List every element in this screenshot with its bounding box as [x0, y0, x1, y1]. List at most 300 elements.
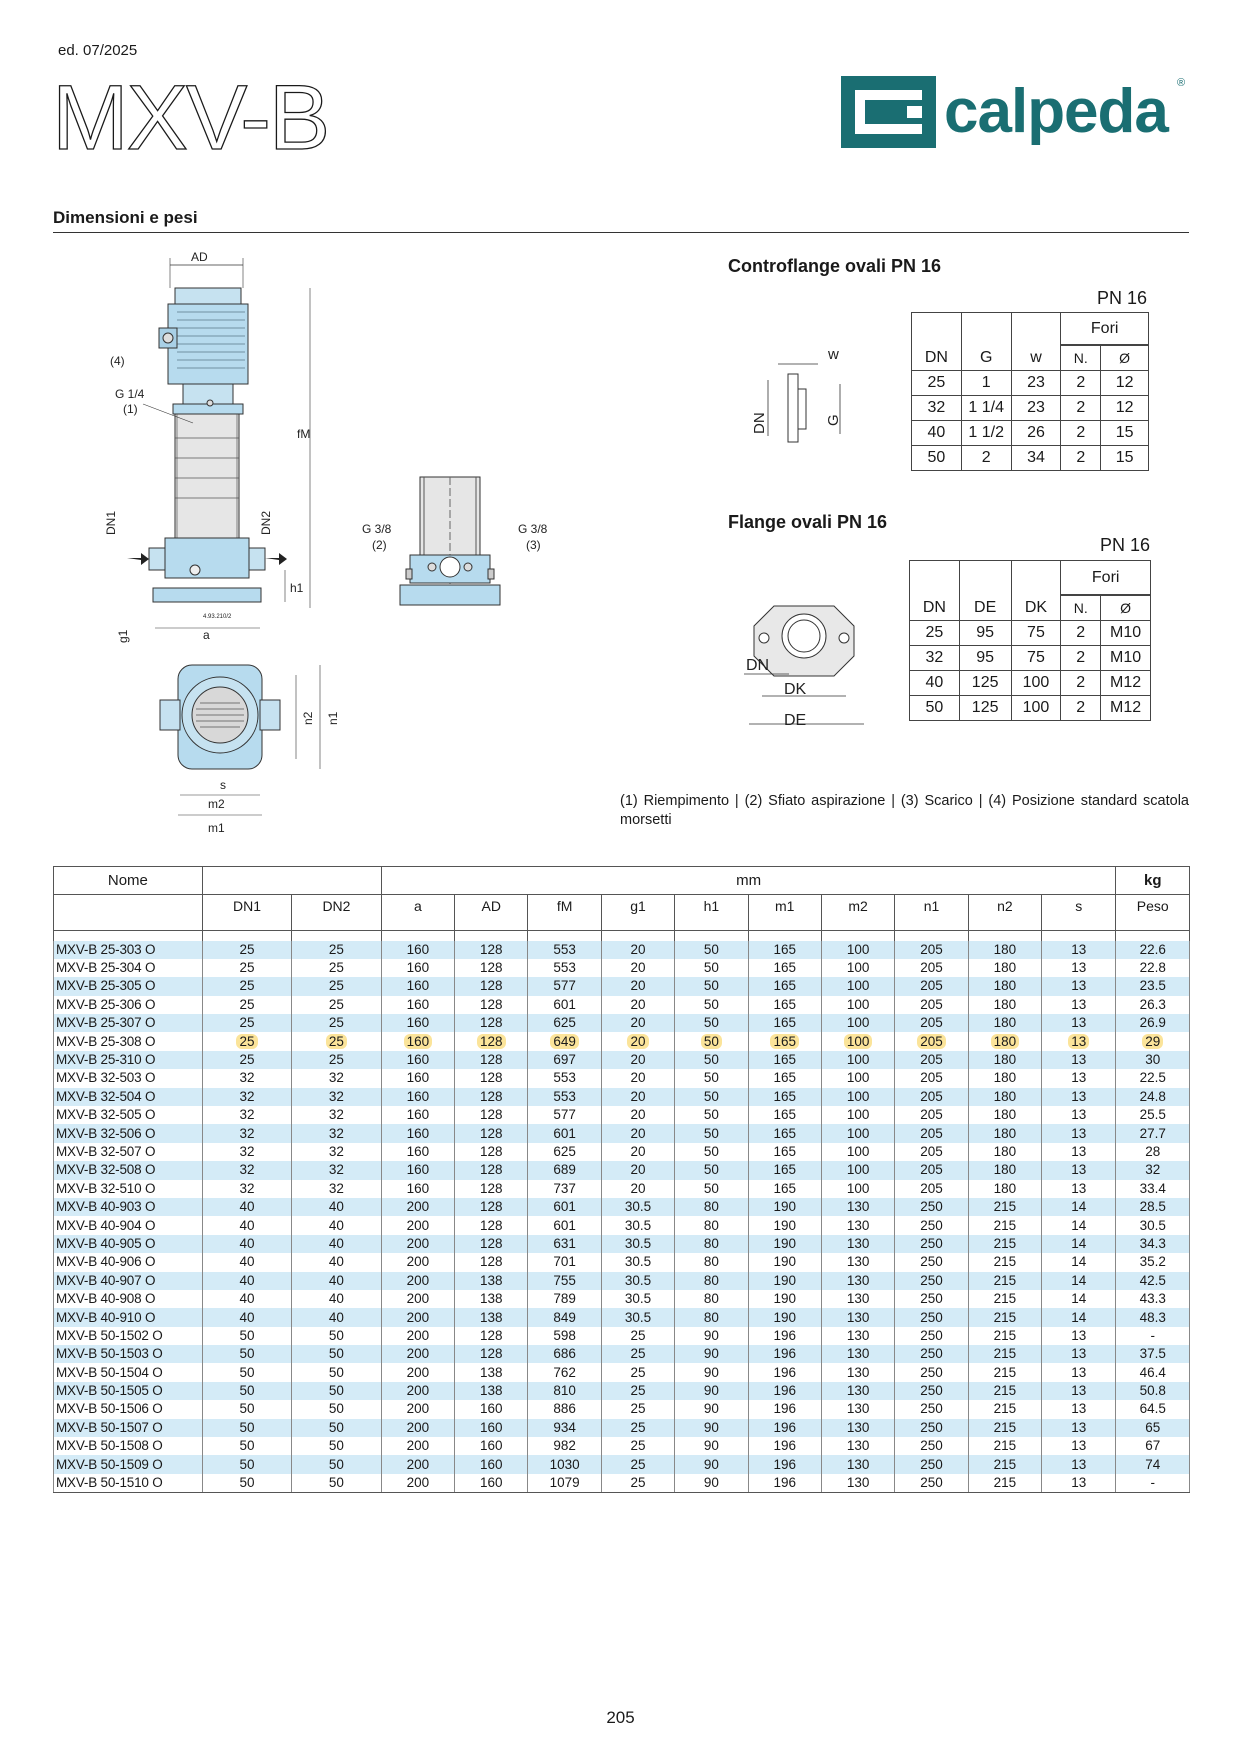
- table-cell: 13: [1042, 1437, 1116, 1455]
- dim-m1-label: m1: [208, 821, 225, 835]
- table-cell: 689: [528, 1161, 601, 1179]
- table-cell: 165: [748, 1088, 821, 1106]
- table-cell: 180: [968, 1143, 1041, 1161]
- table-row: [54, 959, 1190, 977]
- table-row: [54, 996, 1190, 1014]
- table-cell: 25: [202, 941, 291, 959]
- table-row: [54, 1290, 1190, 1308]
- table-cell: 50.8: [1116, 1382, 1190, 1400]
- table-row: [910, 671, 1151, 696]
- model-name-cell: MXV-B 32-505 O: [54, 1106, 203, 1124]
- table-cell: -: [1116, 1327, 1190, 1345]
- table-cell: 200: [381, 1437, 454, 1455]
- table-cell: 200: [381, 1345, 454, 1363]
- table-row: [54, 977, 1190, 995]
- table-cell: 50: [912, 446, 962, 471]
- table-row: [54, 1032, 1190, 1050]
- table-cell: 28: [1116, 1143, 1190, 1161]
- table-cell: 15: [1101, 421, 1149, 446]
- table-cell: 30.5: [601, 1216, 674, 1234]
- table-cell: 100: [821, 1032, 894, 1050]
- table-cell: 165: [748, 1106, 821, 1124]
- table-cell: 40: [292, 1290, 381, 1308]
- table-cell: 40: [202, 1198, 291, 1216]
- table-cell: 32: [912, 396, 962, 421]
- table-cell: 130: [821, 1419, 894, 1437]
- column-header: AD: [455, 895, 528, 931]
- table-cell: 100: [821, 941, 894, 959]
- calpeda-logo: [841, 74, 1189, 150]
- table-cell: 2: [1061, 396, 1101, 421]
- table-cell: 130: [821, 1235, 894, 1253]
- cf-w-label: w: [828, 346, 839, 363]
- table-cell: 130: [821, 1345, 894, 1363]
- table-cell: 32: [202, 1124, 291, 1142]
- table-cell: 205: [895, 1180, 968, 1198]
- table-cell: 200: [381, 1327, 454, 1345]
- table-cell: 32: [202, 1161, 291, 1179]
- model-name-cell: MXV-B 40-910 O: [54, 1308, 203, 1326]
- table-cell: 598: [528, 1327, 601, 1345]
- table-cell: 50: [675, 1143, 748, 1161]
- table-cell: 50: [202, 1345, 291, 1363]
- table-cell: 13: [1042, 1345, 1116, 1363]
- table-cell: 755: [528, 1272, 601, 1290]
- table-cell: 29: [1116, 1032, 1190, 1050]
- table-cell: 20: [601, 1051, 674, 1069]
- table-cell: 50: [292, 1400, 381, 1418]
- table-cell: 13: [1042, 1474, 1116, 1493]
- table-cell: 32: [202, 1088, 291, 1106]
- table-cell: 553: [528, 941, 601, 959]
- model-name-cell: MXV-B 40-907 O: [54, 1272, 203, 1290]
- model-name-cell: MXV-B 25-305 O: [54, 977, 203, 995]
- model-name-cell: MXV-B 25-307 O: [54, 1014, 203, 1032]
- table-cell: 42.5: [1116, 1272, 1190, 1290]
- table-cell: 1: [961, 371, 1011, 396]
- table-cell: 50: [292, 1363, 381, 1381]
- table-cell: 250: [895, 1290, 968, 1308]
- table-cell: 130: [821, 1290, 894, 1308]
- table-cell: 250: [895, 1345, 968, 1363]
- table-cell: 13: [1042, 1180, 1116, 1198]
- table-cell: 50: [675, 1106, 748, 1124]
- column-header: g1: [601, 895, 674, 931]
- table-header-row: [910, 596, 1151, 621]
- table-cell: 22.8: [1116, 959, 1190, 977]
- table-cell: 24.8: [1116, 1088, 1190, 1106]
- logo-wordmark: calpeda: [944, 77, 1168, 146]
- table-cell: 180: [968, 1014, 1041, 1032]
- table-cell: 250: [895, 1216, 968, 1234]
- table-cell: 32: [1116, 1161, 1190, 1179]
- table-cell: 2: [1061, 421, 1101, 446]
- table-cell: 160: [381, 1124, 454, 1142]
- table-cell: 13: [1042, 977, 1116, 995]
- drawing-code: 4.93.210/2: [203, 614, 232, 620]
- table-row: [54, 1382, 1190, 1400]
- table-row: [910, 646, 1151, 671]
- table-cell: 65: [1116, 1419, 1190, 1437]
- table-cell: 13: [1042, 1069, 1116, 1087]
- table-cell: 128: [455, 959, 528, 977]
- table-cell: 180: [968, 1124, 1041, 1142]
- svg-text:®: ®: [1177, 77, 1186, 89]
- table-cell: 40: [292, 1198, 381, 1216]
- table-cell: 50: [202, 1327, 291, 1345]
- table-row: [54, 1400, 1190, 1418]
- table-cell: 90: [675, 1437, 748, 1455]
- table-cell: 25: [202, 1032, 291, 1050]
- table-cell: 601: [528, 1198, 601, 1216]
- column-header: n1: [895, 895, 968, 931]
- table-cell: 200: [381, 1272, 454, 1290]
- table-cell: 196: [748, 1363, 821, 1381]
- dim-m2-label: m2: [208, 797, 225, 811]
- table-cell: 14: [1042, 1216, 1116, 1234]
- table-cell: 190: [748, 1216, 821, 1234]
- table-row: [54, 1455, 1190, 1473]
- column-header: w: [1011, 346, 1061, 371]
- table-cell: 50: [675, 977, 748, 995]
- table-cell: 40: [292, 1308, 381, 1326]
- table-cell: 138: [455, 1272, 528, 1290]
- table-cell: 25: [202, 959, 291, 977]
- table-cell: 160: [381, 1143, 454, 1161]
- table-cell: 14: [1042, 1253, 1116, 1271]
- table-cell: 100: [1011, 671, 1061, 696]
- column-header: DK: [1011, 596, 1061, 621]
- table-row: [54, 1088, 1190, 1106]
- table-row: [910, 696, 1151, 721]
- col-group-kg: kg: [1116, 867, 1190, 895]
- table-cell: 25.5: [1116, 1106, 1190, 1124]
- table-cell: 50: [675, 1088, 748, 1106]
- table-cell: 128: [455, 977, 528, 995]
- model-name-cell: MXV-B 25-308 O: [54, 1032, 203, 1050]
- column-header: m1: [748, 895, 821, 931]
- table-cell: 215: [968, 1474, 1041, 1493]
- table-cell: 196: [748, 1437, 821, 1455]
- model-name-cell: MXV-B 32-507 O: [54, 1143, 203, 1161]
- table-cell: 205: [895, 1014, 968, 1032]
- column-header: Ø: [1101, 346, 1149, 371]
- table-cell: 130: [821, 1272, 894, 1290]
- table-cell: 95: [959, 621, 1011, 646]
- edition-date: ed. 07/2025: [58, 42, 138, 59]
- table-cell: 130: [821, 1216, 894, 1234]
- table-cell: 128: [455, 1161, 528, 1179]
- table-cell: 200: [381, 1363, 454, 1381]
- table-cell: 200: [381, 1216, 454, 1234]
- table-cell: 250: [895, 1474, 968, 1493]
- label-g38-left: G 3/8: [362, 522, 392, 536]
- table-cell: 250: [895, 1253, 968, 1271]
- table-cell: 160: [381, 1014, 454, 1032]
- table-cell: 810: [528, 1382, 601, 1400]
- table-cell: 90: [675, 1400, 748, 1418]
- table-cell: 37.5: [1116, 1345, 1190, 1363]
- table-cell: 25: [202, 1014, 291, 1032]
- table-cell: 30.5: [1116, 1216, 1190, 1234]
- table-cell: 20: [601, 959, 674, 977]
- table-cell: 25: [601, 1474, 674, 1493]
- table-cell: 196: [748, 1327, 821, 1345]
- table-cell: 577: [528, 977, 601, 995]
- table-cell: 130: [821, 1400, 894, 1418]
- table-cell: 25: [601, 1382, 674, 1400]
- table-cell: 34.3: [1116, 1235, 1190, 1253]
- table-cell: 128: [455, 1124, 528, 1142]
- table-cell: 196: [748, 1345, 821, 1363]
- table-cell: 23.5: [1116, 977, 1190, 995]
- table-cell: 100: [821, 1143, 894, 1161]
- table-cell: 40: [202, 1272, 291, 1290]
- table-row: [54, 1106, 1190, 1124]
- table-cell: 22.6: [1116, 941, 1190, 959]
- footnotes: (1) Riempimento | (2) Sfiato aspirazione | (3) Scarico | (4) Posizione standard scatola morsetti: [620, 793, 1189, 828]
- table-cell: 40: [202, 1216, 291, 1234]
- counterflange-title: Controflange ovali PN 16: [728, 256, 942, 276]
- table-cell: 553: [528, 1069, 601, 1087]
- table-row: [54, 1235, 1190, 1253]
- table-cell: 90: [675, 1382, 748, 1400]
- table-cell: 205: [895, 959, 968, 977]
- table-cell: 125: [959, 696, 1011, 721]
- dim-fm-label: fM: [297, 427, 311, 441]
- table-cell: 205: [895, 977, 968, 995]
- table-cell: 2: [1061, 446, 1101, 471]
- model-name-cell: MXV-B 25-306 O: [54, 996, 203, 1014]
- table-cell: 215: [968, 1363, 1041, 1381]
- table-cell: 190: [748, 1308, 821, 1326]
- table-cell: 32: [292, 1124, 381, 1142]
- table-row: [54, 1474, 1190, 1493]
- table-cell: 33.4: [1116, 1180, 1190, 1198]
- table-cell: 30.5: [601, 1235, 674, 1253]
- table-cell: 789: [528, 1290, 601, 1308]
- table-cell: 128: [455, 996, 528, 1014]
- table-row: [54, 1198, 1190, 1216]
- table-cell: 25: [601, 1419, 674, 1437]
- table-cell: 215: [968, 1198, 1041, 1216]
- table-cell: 160: [455, 1437, 528, 1455]
- table-cell: 180: [968, 1088, 1041, 1106]
- model-name-cell: MXV-B 50-1510 O: [54, 1474, 203, 1493]
- table-cell: 128: [455, 1106, 528, 1124]
- table-cell: 40: [202, 1290, 291, 1308]
- fl-dn-label: DN: [746, 657, 770, 674]
- label-3: (3): [526, 538, 541, 552]
- table-cell: 74: [1116, 1455, 1190, 1473]
- table-cell: 128: [455, 1235, 528, 1253]
- table-cell: 165: [748, 1180, 821, 1198]
- table-cell: 50: [292, 1327, 381, 1345]
- fl-fori-header: Fori: [1061, 561, 1151, 595]
- table-cell: 128: [455, 1216, 528, 1234]
- table-cell: 50: [292, 1437, 381, 1455]
- table-cell: 90: [675, 1455, 748, 1473]
- table-cell: 701: [528, 1253, 601, 1271]
- model-name-cell: MXV-B 40-908 O: [54, 1290, 203, 1308]
- table-row: [54, 1272, 1190, 1290]
- table-cell: 35.2: [1116, 1253, 1190, 1271]
- table-cell: 80: [675, 1308, 748, 1326]
- pump-base-detail-drawing: [360, 475, 560, 615]
- dim-ad-label: AD: [191, 250, 208, 264]
- model-name-cell: MXV-B 50-1502 O: [54, 1327, 203, 1345]
- cf-fori-header: Fori: [1061, 313, 1149, 345]
- model-name-cell: MXV-B 50-1506 O: [54, 1400, 203, 1418]
- table-cell: 25: [292, 1051, 381, 1069]
- model-name-cell: MXV-B 32-508 O: [54, 1161, 203, 1179]
- table-cell: 130: [821, 1253, 894, 1271]
- table-cell: 50: [675, 1180, 748, 1198]
- table-cell: 100: [821, 1161, 894, 1179]
- table-cell: 160: [455, 1400, 528, 1418]
- table-cell: 205: [895, 1032, 968, 1050]
- table-cell: 30.5: [601, 1198, 674, 1216]
- table-row: [54, 1419, 1190, 1437]
- table-cell: 20: [601, 1014, 674, 1032]
- table-header-row: [912, 346, 1149, 371]
- table-cell: 80: [675, 1253, 748, 1271]
- table-cell: 200: [381, 1235, 454, 1253]
- table-cell: 180: [968, 1051, 1041, 1069]
- table-cell: 1 1/2: [961, 421, 1011, 446]
- table-cell: 205: [895, 1143, 968, 1161]
- label-g14: G 1/4: [115, 387, 145, 401]
- table-cell: 762: [528, 1363, 601, 1381]
- table-cell: 90: [675, 1474, 748, 1493]
- table-cell: 160: [455, 1455, 528, 1473]
- table-cell: 64.5: [1116, 1400, 1190, 1418]
- table-cell: 12: [1101, 396, 1149, 421]
- table-cell: 215: [968, 1308, 1041, 1326]
- table-row: [54, 1345, 1190, 1363]
- table-cell: 180: [968, 1106, 1041, 1124]
- table-cell: 2: [1061, 371, 1101, 396]
- label-dn2: DN2: [259, 510, 273, 535]
- table-cell: 215: [968, 1290, 1041, 1308]
- table-cell: 686: [528, 1345, 601, 1363]
- table-cell: 1079: [528, 1474, 601, 1493]
- model-name-cell: MXV-B 40-905 O: [54, 1235, 203, 1253]
- counterflange-pn: PN 16: [1097, 288, 1148, 308]
- label-g38-right: G 3/8: [518, 522, 548, 536]
- table-cell: 13: [1042, 941, 1116, 959]
- column-header: m2: [821, 895, 894, 931]
- label-dn1: DN1: [104, 510, 118, 535]
- column-header: n2: [968, 895, 1041, 931]
- table-cell: 205: [895, 941, 968, 959]
- table-cell: 25: [202, 1051, 291, 1069]
- table-cell: 50: [675, 1014, 748, 1032]
- table-cell: 631: [528, 1235, 601, 1253]
- table-cell: 200: [381, 1308, 454, 1326]
- table-cell: 75: [1011, 621, 1061, 646]
- table-cell: 25: [601, 1455, 674, 1473]
- table-cell: 43.3: [1116, 1290, 1190, 1308]
- column-header: DE: [959, 596, 1011, 621]
- table-cell: 625: [528, 1143, 601, 1161]
- column-header: Ø: [1101, 596, 1151, 621]
- table-cell: 180: [968, 996, 1041, 1014]
- table-cell: 100: [821, 1014, 894, 1032]
- table-cell: 90: [675, 1345, 748, 1363]
- table-cell: 934: [528, 1419, 601, 1437]
- table-cell: 50: [675, 959, 748, 977]
- table-cell: 128: [455, 1069, 528, 1087]
- table-cell: 40: [910, 671, 960, 696]
- model-name-cell: MXV-B 50-1505 O: [54, 1382, 203, 1400]
- table-cell: 30: [1116, 1051, 1190, 1069]
- table-cell: 196: [748, 1419, 821, 1437]
- table-cell: 13: [1042, 1327, 1116, 1345]
- table-row: [910, 621, 1151, 646]
- table-cell: 100: [821, 977, 894, 995]
- table-cell: 34: [1011, 446, 1061, 471]
- table-cell: 13: [1042, 1051, 1116, 1069]
- table-cell: 205: [895, 996, 968, 1014]
- table-cell: 205: [895, 1106, 968, 1124]
- cf-dn-label: DN: [751, 412, 768, 434]
- table-cell: 2: [1061, 646, 1101, 671]
- table-cell: 205: [895, 1124, 968, 1142]
- table-cell: 40: [292, 1235, 381, 1253]
- table-cell: M12: [1101, 671, 1151, 696]
- column-header: s: [1042, 895, 1116, 931]
- table-cell: 32: [202, 1106, 291, 1124]
- model-name-cell: MXV-B 50-1503 O: [54, 1345, 203, 1363]
- table-cell: 250: [895, 1327, 968, 1345]
- table-cell: 25: [601, 1363, 674, 1381]
- table-cell: 13: [1042, 959, 1116, 977]
- table-cell: 130: [821, 1455, 894, 1473]
- table-cell: 80: [675, 1290, 748, 1308]
- table-cell: 32: [292, 1161, 381, 1179]
- table-cell: 80: [675, 1235, 748, 1253]
- table-cell: 200: [381, 1290, 454, 1308]
- table-cell: 200: [381, 1455, 454, 1473]
- table-cell: 128: [455, 1051, 528, 1069]
- table-cell: 128: [455, 1143, 528, 1161]
- table-cell: 14: [1042, 1272, 1116, 1290]
- column-header: G: [961, 346, 1011, 371]
- table-cell: 26.3: [1116, 996, 1190, 1014]
- table-cell: 128: [455, 1088, 528, 1106]
- table-cell: 196: [748, 1382, 821, 1400]
- table-cell: 250: [895, 1363, 968, 1381]
- counterflange-table: [911, 312, 1149, 471]
- table-cell: 250: [895, 1272, 968, 1290]
- table-cell: 50: [675, 941, 748, 959]
- table-cell: 165: [748, 1032, 821, 1050]
- table-cell: 80: [675, 1216, 748, 1234]
- table-cell: 165: [748, 1143, 821, 1161]
- model-name-cell: MXV-B 50-1509 O: [54, 1455, 203, 1473]
- model-name-cell: MXV-B 32-510 O: [54, 1180, 203, 1198]
- column-header: DN: [910, 596, 960, 621]
- section-title: Dimensioni e pesi: [53, 208, 198, 227]
- table-cell: 601: [528, 996, 601, 1014]
- table-cell: 200: [381, 1474, 454, 1493]
- model-name-cell: MXV-B 25-304 O: [54, 959, 203, 977]
- table-cell: 50: [675, 1051, 748, 1069]
- model-name-cell: MXV-B 40-904 O: [54, 1216, 203, 1234]
- table-cell: 26.9: [1116, 1014, 1190, 1032]
- table-row: [54, 941, 1190, 959]
